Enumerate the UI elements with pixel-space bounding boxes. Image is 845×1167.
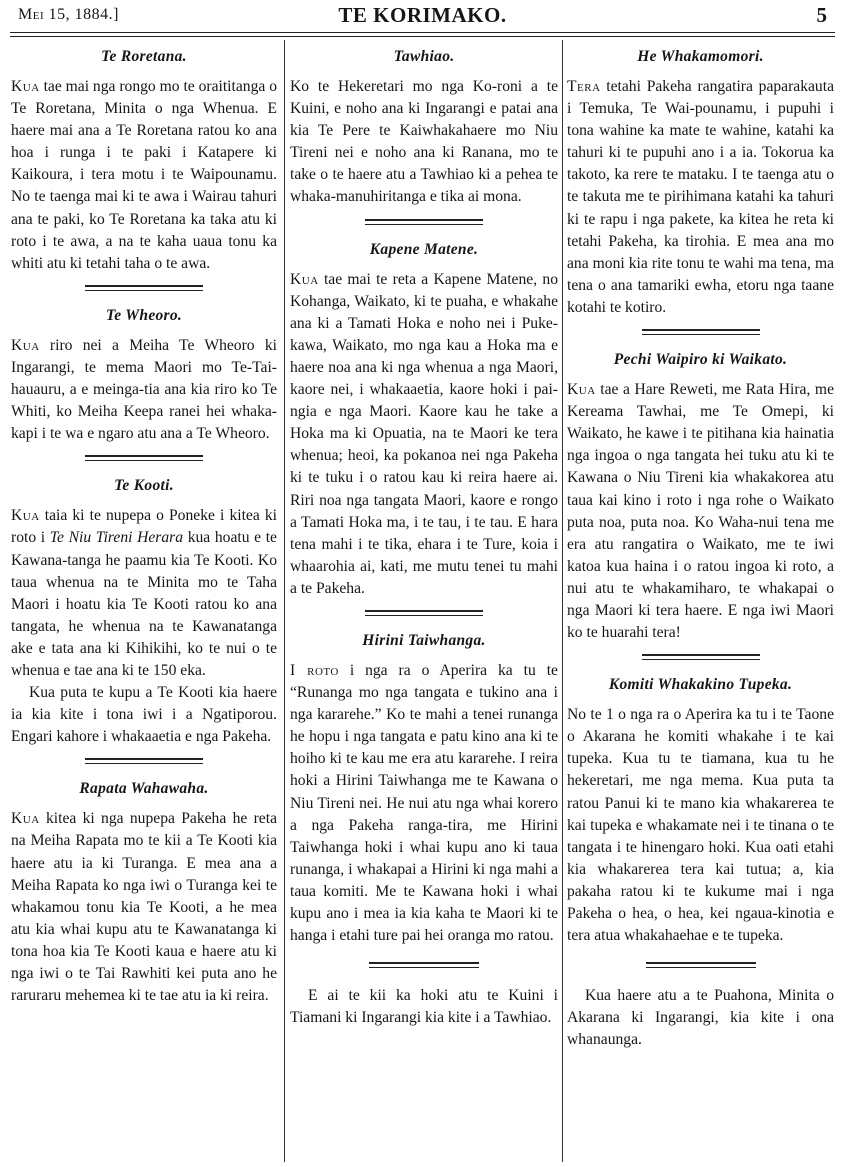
article-text: tae mai nga rongo mo te oraititanga o Te Roretana, Minita o nga Whenua. E haere mai ana a Te Roretana ratou ko ana hoa i runga i te paki i Katapere ki Kaikoura, i tera motu i te Waipounamu. No te taenga mai ki te awa i Wairau tahuri ana te paki, ko Te Roretana ka taka atu ki roto i te awa, a na te kaha uaua tonu ka whiti atu ki tetahi taha o te awa.	[11, 78, 277, 272]
page-number: 5	[816, 3, 827, 27]
article-body	[567, 379, 834, 644]
article-body	[567, 76, 834, 319]
article-title: Tawhiao.	[393, 48, 455, 65]
section-separator	[290, 959, 558, 969]
section-separator	[567, 959, 834, 969]
issue-date: Mei 15, 1884.]	[18, 6, 119, 23]
section-separator	[567, 327, 834, 337]
article-title: Te Kooti.	[114, 477, 174, 495]
article-title: Te Wheoro.	[105, 306, 183, 324]
article-body	[290, 269, 558, 600]
article-title: Te Roretana.	[101, 48, 187, 65]
lead-word: Kua	[11, 78, 40, 95]
article-text: taia ki te nupepa o Poneke i kitea ki roto i	[11, 507, 277, 547]
lead-word: Tera	[567, 78, 601, 95]
lead-word: Kua	[567, 381, 596, 399]
section-separator	[11, 756, 277, 766]
lead-word: Kua	[290, 270, 319, 288]
masthead	[10, 0, 835, 34]
article-paragraph: Kua puta te kupu a Te Kooti kia haere ia kia kite i tona iwi i a Ngatiporou. Engari kahore i whakaaetia e nga Pakeha.	[11, 684, 277, 746]
column-2	[290, 40, 558, 1162]
article-body	[290, 660, 558, 947]
article-text: tetahi Pakeha rangatira paparakauta i Temuka, Te Wai-pounamu, i pupuhi i tona wahine ka mate te wahine, katahi ka tahuri ki te pupuhi ano i a ia. Tokorua ka takoto, ka rere te mataku. I te taenga atu o te takuta me te pirihimana katahi ka tahuri ki te rapu i nga pakete, ka kitea he reta ki tetahi Pakeha, ka tirohia. E mea ana mo ana moni kia rite tonu te wahi ma tena, ma tena o ana tamariki ewha, etoru nga taane kotahi te kotiro.	[567, 78, 834, 316]
article-text: i nga ra o Aperira ka tu te “Runanga mo nga tangata e tukino ana i nga kararehe.” Ko te mahi a tenei runanga he hopu i nga tangata e patu kino ana ki te hoiho ki te kau me era atu kararehe. I reira hoki a Hirini Taiwhanga me te Kawana o Niu Tireni nei. He nui atu nga whai korero a nga Pakeha ranga-tira, me Hirini Taiwhanga hoki i whai kupu ano ki taua runanga, i whakapai a Hirini ki nga mahi a taua komiti. Me te Kawana hoki i whai kupu ano i mea ia kia kaha te Maori ki te hanga i etahi ture pai hei oranga mo ratou.	[290, 661, 558, 945]
header-rule-thin	[10, 36, 835, 37]
article-title: He Whakamomori.	[637, 48, 764, 65]
header-rule	[10, 32, 835, 33]
article-text: kitea ki nga nupepa Pakeha he reta na Meiha Rapata mo te kii a Te Kooti kia haere atu ia ki Turanga. E mea ana a Meiha Rapata ko nga iwi o Turanga kei te whakamou tonu kia Te Kooti, a he mea atu kia whai kupu atu te Kawanatanga ki tona hoa kia Te Kooti kaua e haere atu ki nga iwi o te Tai Rawhiti kei puta ano he raruraru mehemea ki te tae atu ia ki reira.	[11, 810, 277, 1005]
article-body	[11, 76, 277, 275]
section-separator	[11, 283, 277, 293]
lead-word: Kua	[11, 810, 40, 828]
newspaper-name: Te Niu Tireni Herara	[49, 529, 184, 547]
column-divider	[562, 40, 563, 1162]
article-text: kua hoatu e te Kawana-tanga he paamu kia Te Kooti. Ko taua whenua na te Minita mo te Taha Maori i hoatu kia Te Kooti ratou ko ana tangata, he whenua na te Kawanatanga ake e tata ana ki Kihikihi, ko te nui o te whenua e tae ana ki te 150 eka.	[11, 529, 277, 679]
article-text: tae a Hare Reweti, me Rata Hira, me Kereama Tawhai, me Te Omepi, ki Waikato, he kawe i te pitihana kia hainatia nga ingoa o nga tangata hei tuku atu ki te Kawana o Niu Tireni kia whakakorea atu taua kai kino i roto i nga rohe o Waikato puta noa, puta noa. Ko Waha-nui tena me era atu rangatira o Waikato, me te iwi katoa kua haina i o ratou ingoa ki roto, a nui atu te whakamiharo, te whakapai o nga Maori ki tera haere. E nga iwi Maori ko te huarahi tera!	[567, 381, 834, 642]
lead-word: I roto	[290, 661, 339, 679]
article-paragraph: Kua haere atu a te Puahona, Minita o Akarana ki Ingarangi, kia kite i ona whanaunga.	[567, 987, 834, 1049]
article-title: Kapene Matene.	[369, 240, 479, 258]
article-body	[11, 808, 277, 1007]
newspaper-title: TE KORIMAKO.	[338, 3, 507, 27]
article-body	[11, 505, 277, 682]
lead-word: Kua	[11, 336, 40, 354]
section-separator	[567, 652, 834, 662]
article-title: Rapata Wahawaha.	[79, 780, 209, 798]
section-separator	[290, 608, 558, 618]
section-separator	[11, 453, 277, 463]
article-paragraph: E ai te kii ka hoki atu te Kuini i Tiamani ki Ingarangi kia kite i a Tawhiao.	[290, 987, 558, 1027]
article-title: Komiti Whakakino Tupeka.	[608, 676, 793, 694]
article-text: riro nei a Meiha Te Wheoro ki Ingarangi, te mema Maori mo Te-Tai-hauauru, a e meinga-tia ana kia riro ko Te Whiti, ko Meiha Keepa ranei hei whaka-kapi i te wa e ngaro atu ana a Te Wheoro.	[11, 336, 277, 443]
article-paragraph: No te 1 o nga ra o Aperira ka tu i te Taone o Akarana he komiti whakahe i te kai tupeka. Kua tu te tiamana, kua tu he hekeretari, me nga mema. Kua puta ta ratou Panui ki te mano kia whakarerea te kai tupeka e whakamate nei i te tinana o te tangata i te hinengaro hoki. Kua oati etahi kia whakarerea tera kai tutua; a, kia pakaha ratou ki te kukume mai i nga Pakeha o hea, o hea, kei ngaua-kinotia e tera atua whakahaehae e te tupeka.	[567, 706, 834, 945]
column-divider	[284, 40, 285, 1162]
column-3	[567, 40, 834, 1162]
article-body	[11, 335, 277, 445]
article-text: tae mai te reta a Kapene Matene, no Kohanga, Waikato, ki te puaha, e whakahe ana ki a Tamati Hoka e noho nei i Puke-kawa, Waikato, mo nga kau a Hoka ma e haere noa ana ki nga whenua a nga Maori, kaore nei, i whakaaetia, kaore hoki i pai-ngia e nga Maori. Kaore kau he take a Hoka ma ki Opuatia, na te Maori ke tera whenua; heoi, ka pokanoa nei nga Pakeha ki te tuku i o ratou kau ki reira haere ai. Riri noa nga tangata Maori, kaore e rongo a Tamati Hoka ma, i te tau, i te tau. E hara tena mahi i te tika, ehara i te Ture, koia i whaarohia ai, kati, me mutu tenei tu mahi a te Pakeha.	[290, 270, 558, 597]
section-separator	[290, 217, 558, 227]
article-title: Pechi Waipiro ki Waikato.	[613, 351, 788, 369]
article-paragraph: Ko te Hekeretari mo nga Ko-roni a te Kuini, e noho ana ki Ingarangi e patai ana kia Te Pere te Kaiwhakahaere mo Niu Tireni nei e noho ana ki Ranana, mo te take o te haere atu a Tawhiao ki a pehea te whaka-manuhiritanga e tika ai mona.	[290, 78, 558, 206]
article-title: Hirini Taiwhanga.	[362, 631, 486, 649]
column-1	[11, 40, 277, 1162]
lead-word: Kua	[11, 507, 40, 525]
